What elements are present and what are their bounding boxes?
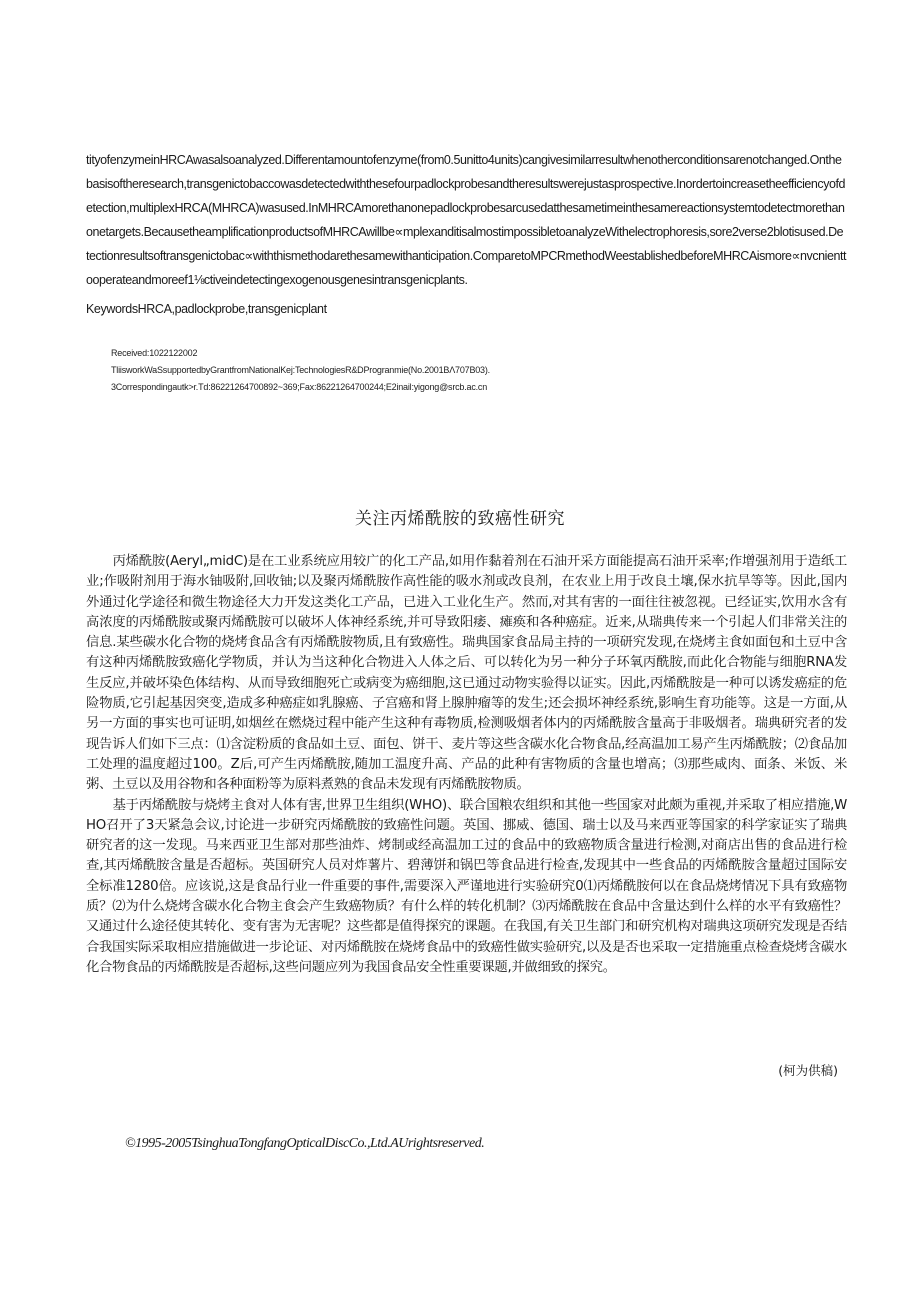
article-title: 关注丙烯酰胺的致癌性研究 (355, 509, 565, 529)
paragraph-2: 基于丙烯酰胺与烧烤主食对人体有害,世界卫生组织(WHO)、联合国粮农组织和其他一些国家对此颇为重视,并采取了相应措施,WHO召开了3天紧急会议,讨论进一步研究丙烯酰胺的致癌性问题。英国、挪威、德国、瑞士以及马来西亚等国家的科学家证实了瑞典研究者的这一发现。马来西亚卫生部对那些油炸、烤制或经高温加工过的食品中的致癌物质含量进行检测,对商店出售的食品进行检查,其丙烯酰胺含量是否超标。英国研究人员对炸薯片、碧薄饼和锅巴等食品进行检查,发现其中一些食品的丙烯酰胺含量超过国际安全标准1280倍。应该说,这是食品行业一件重要的事件,需要深入严谨地进行实验研究0⑴丙烯酰胺何以在食品烧烤情况下具有致癌物质？⑵为什么烧烤含碳水化合物主食会产生致癌物质？有什么样的转化机制？⑶丙烯酰胺在食品中含量达到什么样的水平有致癌性？又通过什么途径使其转化、变有害为无害呢？这些都是值得探究的课题。在我国,有关卫生部门和研究机构对瑞典这项研究发现是否结合我国实际采取相应措施做进一步论证、对丙烯酰胺在烧烤食品中的致癌性做实验研究,以及是否也采取一定措施重点检查烧烤含碳水化合物食品的丙烯酰胺是否超标,这些问题应列为我国食品安全性重要课题,并做细致的探究。 (86, 797, 847, 975)
abstract-text: tityofenzymeinHRCAwasalsoanalyzed.Differentamountofenzyme(from0.5unitto4units)cangivesimilarresultwhenotherconditionsarenotchanged.Onthebasisoftheresearch,transgenictobaccowasdetectedwiththesefourpadlockprobesandtheresultswerejustasprospective.Inordertoincreasetheefficiencyofdetection,multiplexHRCA(MHRCA)wasused.InMHRCAmorethanonepadlockprobesarcusedatthesametimeinthesamereactionsystemtodetectmorethanonetargets.BecausetheamplificationproductsofMHRCAwillbe∝mplexanditisalmostimpossibletoanalyzeWithelectrophoresis,sore2verse2blotisused.Detectionresultsoftransgenictobac∝withthismethodarethesamewithanticipation.ComparetoMPCRmethodWeestablishedbeforeMHRCAismore∝nvcnienttooperateandmoreef1⅛ctiveindetectingexogenousgenesintransgenicplants. (86, 153, 847, 287)
english-abstract (86, 148, 846, 292)
article-signature: (柯为供稿) (778, 1063, 838, 1078)
paragraph-1: 丙烯酰胺(Aeryl„midC)是在工业系统应用较广的化工产品,如用作黏着剂在石油开采方面能提高石油开采率;作增强剂用于造纸工业;作吸附剂用于海水铀吸附,回收铀;以及聚丙烯酰胺作高性能的吸水剂或改良剂，在农业上用于改良土壤,保水抗旱等等。因此,国内外通过化学途径和微生物途径大力开发这类化工产品，已进入工业化生产。然而,对其有害的一面往往被忽视。已经证实,饮用水含有高浓度的丙烯酰胺或聚丙烯酰胺可以破坏人体神经系统,并可导致阳痿、瘫痪和各种癌症。近来,从瑞典传来一个引起人们非常关注的信息.某些碳水化合物的烧烤食品含有丙烯酰胺物质,且有致癌性。瑞典国家食品局主持的一项研究发现,在烧烤主食如面包和土豆中含有这种丙烯酰胺致癌化学物质，并认为当这种化合物进入人体之后、可以转化为另一种分子环氧丙酰胺,而此化合物能与细胞RNA发生反应,并破坏染色体结构、从而导致细胞死亡或病变为癌细胞,这已通过动物实验得以证实。因此,丙烯酰胺是一种可以诱发癌症的危险物质,它引起基因突变,造成多种癌症如乳腺癌、子宫癌和肾上腺肿瘤等的发生;还会损坏神经系统,影响生育功能等。这是一方面,从另一方面的事实也可证明,如烟丝在燃烧过程中能产生这种有毒物质,检测吸烟者体内的丙烯酰胺含量高于非吸烟者。瑞典研究者的发现告诉人们如下三点：⑴含淀粉质的食品如土豆、面包、饼干、麦片等这些含碳水化合物食品,经高温加工易产生丙烯酰胺；⑵食品加工处理的温度超过100。Z后,可产生丙烯酰胺,随加工温度升高、产品的此种有害物质的含量也增高；⑶那些咸肉、面条、米饭、米粥、土豆以及用谷物和各种面粉等为原料煮熟的食品未发现有丙烯酰胺物质。 (86, 554, 847, 793)
correspondence-note: 3Correspondingautk>r.Td:86221264700892~369;Fax:86221264700244;E2inail:yigong@srcb.ac.cn (111, 382, 488, 392)
keywords: KeywordsHRCA,padlockprobe,transgenicplant (86, 302, 327, 316)
article-body (86, 552, 847, 978)
footnotes (111, 345, 811, 396)
copyright-notice: ©1995-2005TsinghuaTongfangOpticalDiscCo.,Ltd.AUrightsreserved. (125, 1136, 485, 1151)
received-date: Received:1022122002 (111, 348, 198, 358)
funding-note: TliisworkWaSsupportedbyGrantfromNationalKej:TechnologiesR&DProgranmie(No.2001BΛ707B03). (111, 365, 490, 375)
